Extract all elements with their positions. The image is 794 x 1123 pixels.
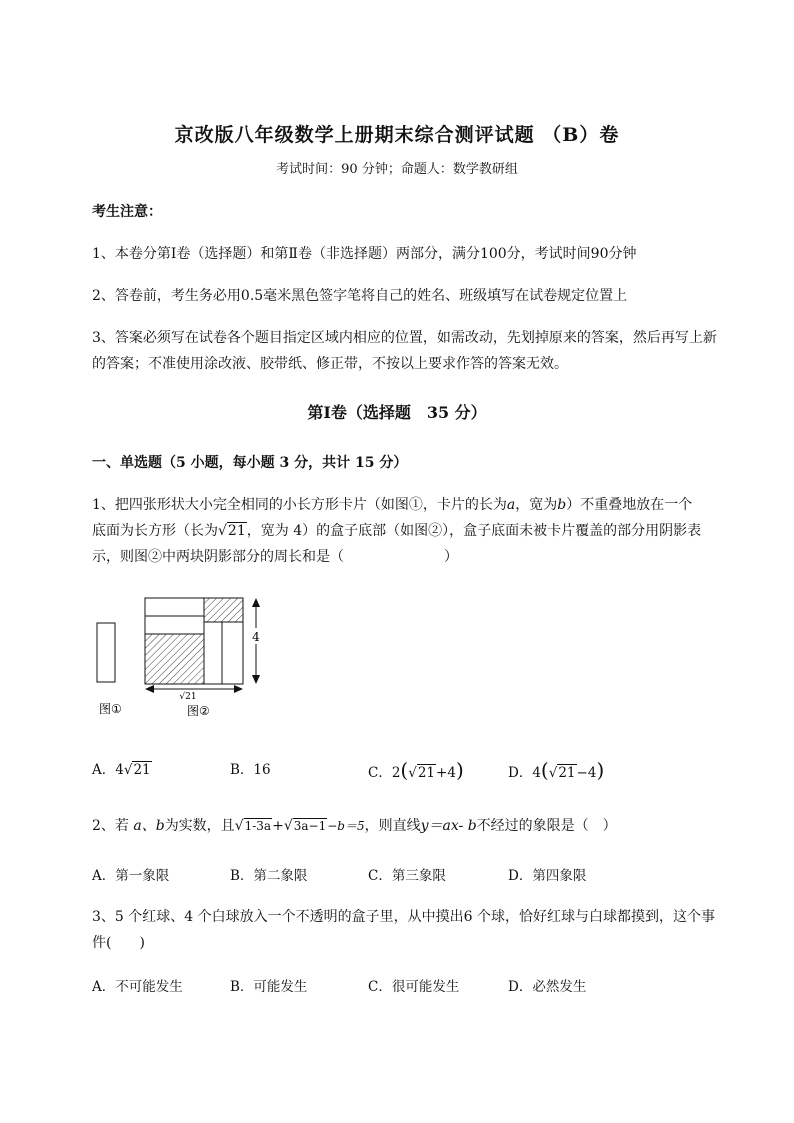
exam-subtitle: 考试时间：90 分钟；命题人：数学教研组 (276, 162, 518, 177)
q2-part: 不经过的象限是（ ） (476, 818, 617, 834)
notice-item-2: 2、答卷前，考生务必用0.5毫米黑色签字笔将自己的姓名、班级填写在试卷规定位置上 (92, 288, 628, 304)
q2-part: 为实数，且 (164, 818, 235, 834)
arrow-head-up (252, 598, 260, 607)
q1-figure (90, 590, 280, 720)
section-title: 第Ⅰ卷（选择题 35 分） (307, 403, 487, 422)
option-tail: +4 (436, 765, 456, 781)
q2-line-equation: y＝ax- b (420, 818, 477, 834)
q3-line1: 3、5 个红球、4 个白球放入一个不透明的盒子里，从中摸出6 个球，恰好红球与白球都摸到，这个事 (92, 909, 715, 925)
page-title: 京改版八年级数学上册期末综合测评试题 （B）卷 (174, 124, 620, 146)
q1-option-a[interactable] (92, 758, 152, 778)
figure-2-label: 图② (187, 704, 210, 718)
q1-option-d[interactable] (508, 758, 604, 782)
q3-line2: 件( ) (92, 935, 145, 951)
paren-close: ) (596, 758, 605, 782)
q1-line2 (92, 520, 701, 540)
card-horizontal-2 (145, 616, 204, 634)
option-sqrt: 21 (133, 762, 151, 778)
option-label: D．4 (508, 765, 541, 781)
q1-option-b[interactable]: B．16 (230, 762, 271, 778)
q2-part: + (272, 818, 284, 834)
q3-option-b[interactable]: B．可能发生 (230, 979, 308, 995)
sqrt-symbol: √ (283, 818, 293, 834)
option-sqrt: 21 (417, 765, 436, 781)
q2-option-a[interactable]: A．第一象限 (92, 868, 170, 884)
sqrt-symbol: √ (123, 762, 133, 778)
arrow-head-left (145, 685, 154, 693)
height-label: 4 (252, 630, 260, 644)
option-label: C．2 (368, 765, 401, 781)
q2-sqrt-2: 3a−1 (293, 819, 327, 833)
notice-item-3-line2: 的答案；不准使用涂改液、胶带纸、修正带，不按以上要求作答的答案无效。 (92, 356, 568, 372)
q2-option-d[interactable]: D．第四象限 (508, 868, 587, 884)
q2-part: ，则直线 (364, 818, 421, 834)
paren-close: ) (455, 758, 464, 782)
card-vertical-1 (204, 622, 222, 684)
paren-open: ( (540, 758, 549, 782)
q1-var-b: b (557, 497, 567, 513)
q1-text: 示，则图②中两块阴影部分的周长和是（ (92, 549, 344, 565)
card-vertical-2 (222, 622, 243, 684)
q1-text: ，宽为 4）的盒子底部（如图②），盒子底面未被卡片覆盖的部分用阴影表 (246, 523, 702, 539)
card-horizontal-1 (145, 598, 204, 616)
q1-option-c[interactable] (368, 758, 464, 782)
shaded-region-left (145, 634, 204, 684)
q3-option-c[interactable]: C．很可能发生 (368, 979, 460, 995)
option-tail: −4 (576, 765, 597, 781)
notice-item-3-line1: 3、答案必须写在试卷各个题目指定区域内相应的位置，如需改动，先划掉原来的答案，然后再写上新 (92, 330, 717, 346)
arrow-head-down (252, 675, 260, 684)
q2-sqrt-1: 1-3a (244, 819, 272, 833)
q1-text: ）不重叠地放在一个 (566, 497, 693, 513)
shaded-region-right (204, 598, 243, 622)
notice-item-1: 1、本卷分第Ⅰ卷（选择题）和第Ⅱ卷（非选择题）两部分，满分100分，考试时间90分钟 (92, 246, 637, 262)
q2-part: 2、若 (92, 818, 129, 834)
q2-option-b[interactable]: B．第二象限 (230, 868, 308, 884)
sqrt-symbol: √ (408, 765, 417, 781)
paren-open: ( (400, 758, 409, 782)
option-label: A．4 (92, 762, 124, 778)
q1-text: 底面为长方形（长为 (92, 523, 218, 539)
q1-text: ） (444, 549, 458, 565)
q1-var-a: a (506, 497, 516, 513)
q2-option-c[interactable]: C．第三象限 (368, 868, 446, 884)
q2-text (92, 815, 617, 835)
figure-1-label: 图① (99, 702, 122, 716)
card-rectangle (97, 623, 115, 682)
sqrt-symbol: √ (234, 818, 244, 834)
q1-line3 (92, 546, 458, 566)
q3-option-a[interactable]: A．不可能发生 (92, 979, 183, 995)
width-label: √21 (179, 692, 197, 702)
option-sqrt: 21 (558, 765, 576, 781)
q3-option-d[interactable]: D．必然发生 (508, 979, 587, 995)
arrow-head-right (234, 685, 243, 693)
q2-equation: −b＝5 (327, 819, 365, 833)
part-heading: 一、单选题（5 小题，每小题 3 分，共计 15 分） (92, 455, 408, 471)
sqrt-symbol: √ (548, 765, 558, 781)
sqrt-symbol: √ (218, 523, 227, 539)
q1-line1 (92, 494, 692, 514)
q1-text: 1、把四张形状大小完全相同的小长方形卡片（如图①，卡片的长为 (92, 497, 507, 513)
notice-heading: 考生注意： (92, 204, 162, 220)
q1-text: ，宽为 (515, 497, 558, 513)
q1-sqrt-value: 21 (227, 523, 246, 539)
q2-vars: a、b (133, 818, 165, 834)
